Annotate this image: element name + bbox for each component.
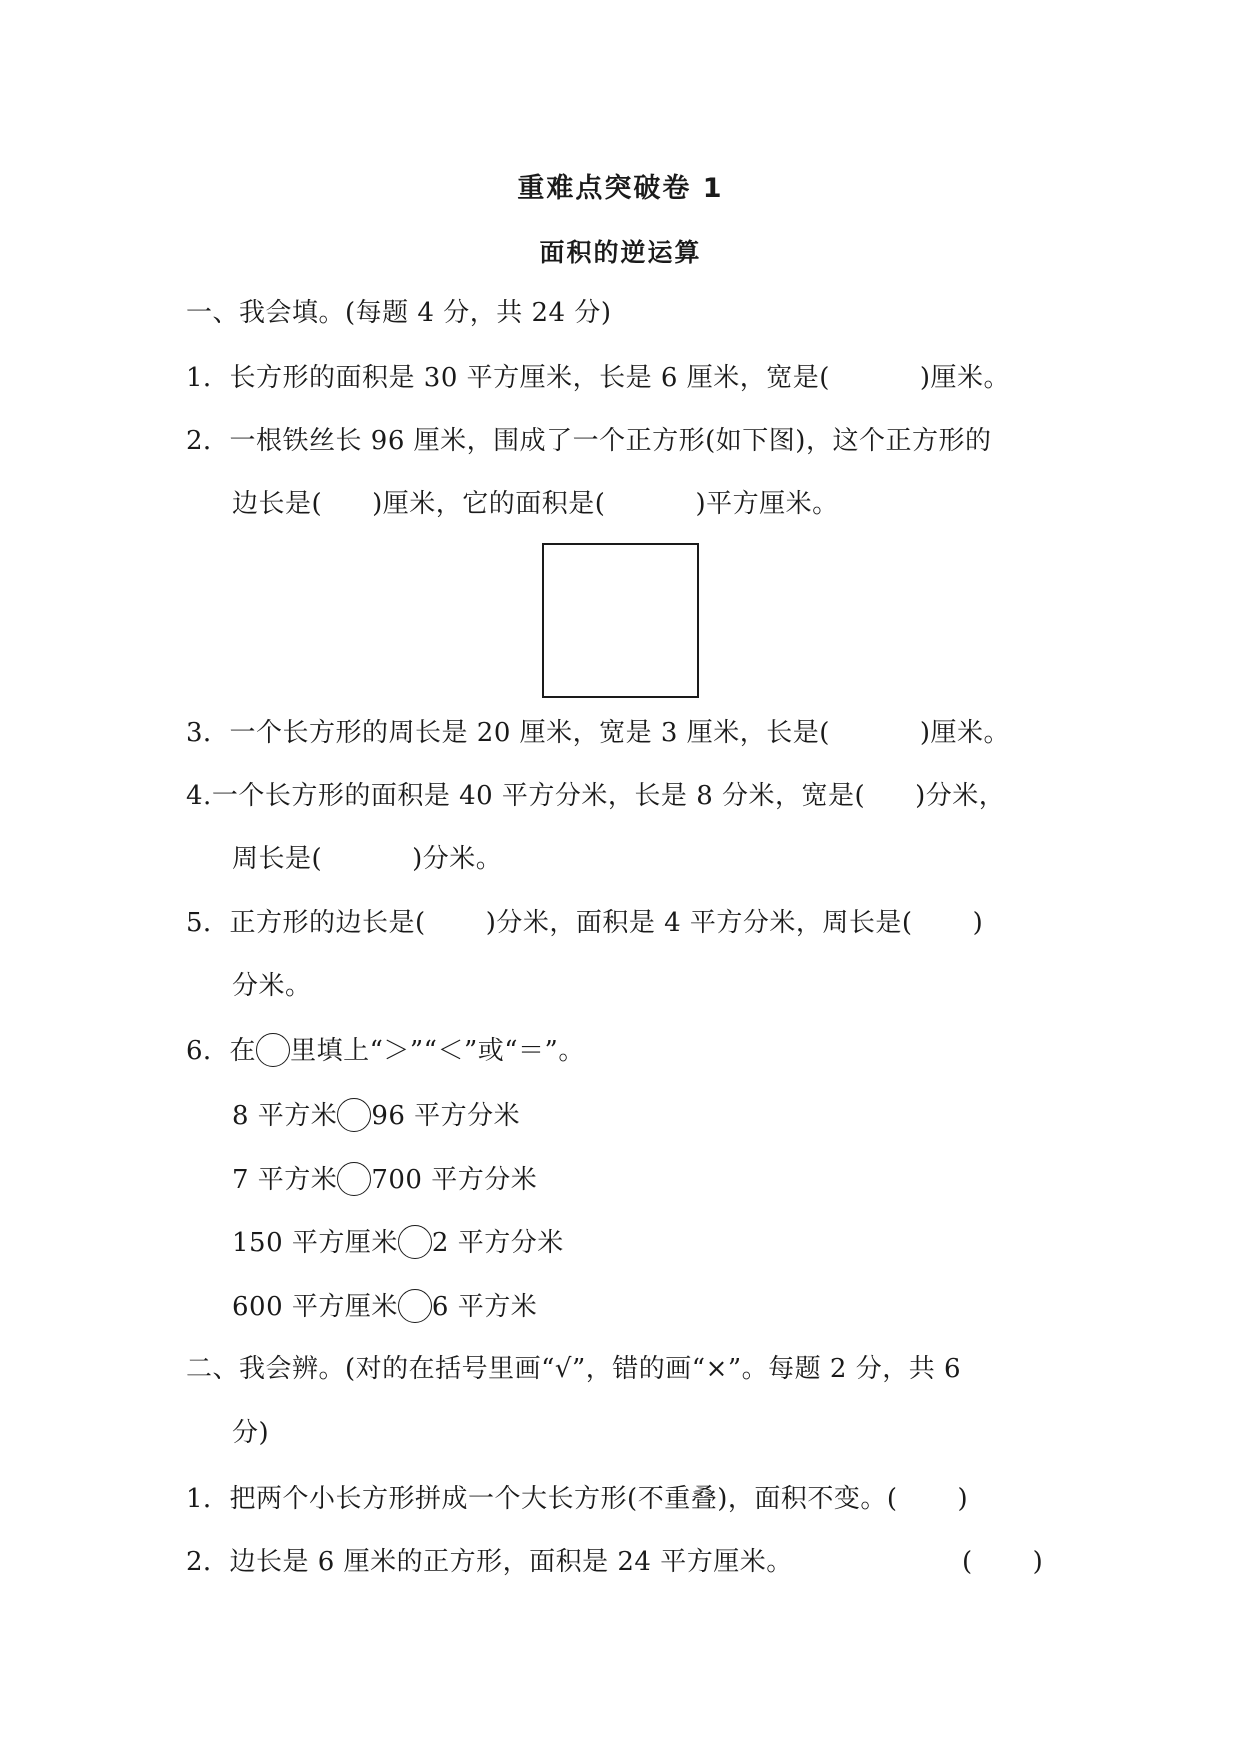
question-1-6 [186,1033,585,1068]
compare-circle-input[interactable] [337,1162,371,1196]
question-number: 4. [186,781,212,811]
compare-item [232,1225,564,1260]
section2-heading: 二、我会辨。(对的在括号里画“√”，错的画“×”。每题 2 分，共 6 [186,1354,962,1384]
question-text: 把两个小长方形拼成一个大长方形(不重叠)，面积不变。( [229,1484,898,1514]
page-title: 重难点突破卷 1 [517,173,724,204]
question-text: )平方厘米。 [695,489,839,519]
question-1-5 [186,906,983,940]
question-text: 里填上“＞”“＜”或“＝”。 [290,1036,585,1066]
question-text-end: )厘米。 [919,718,1011,748]
question-number: 2． [186,426,230,456]
question-text-end: )厘米。 [919,363,1011,393]
question-number: 3． [186,718,230,748]
question-number: 1． [186,363,230,393]
question-text: 一个长方形的周长是 20 厘米，宽是 3 厘米，长是( [229,718,830,748]
compare-left: 600 平方厘米 [232,1292,398,1322]
compare-item [232,1098,520,1133]
compare-item [232,1289,537,1324]
question-text: 边长是( [232,489,323,519]
question-1-1 [186,361,1010,395]
question-text: )厘米，它的面积是( [372,489,606,519]
question-text: 长方形的面积是 30 平方厘米，长是 6 厘米，宽是( [229,363,830,393]
question-number: 2． [186,1547,230,1577]
compare-left: 8 平方米 [232,1101,338,1131]
compare-left: 150 平方厘米 [232,1228,398,1258]
question-2-2 [186,1545,793,1579]
compare-right: 96 平方分米 [371,1101,521,1131]
circle-icon [256,1033,290,1067]
compare-circle-input[interactable] [398,1289,432,1323]
question-text: ) [972,908,984,938]
compare-right: 6 平方米 [431,1292,538,1322]
question-text: )分米， [915,781,1006,811]
question-number: 1． [186,1484,230,1514]
question-1-2 [186,424,991,458]
question-number: 6． [186,1036,230,1066]
compare-left: 7 平方米 [232,1165,338,1195]
question-2-2-paren [962,1545,1043,1579]
section1-heading: 一、我会填。(每题 4 分，共 24 分) [186,298,612,328]
question-text: 边长是 6 厘米的正方形，面积是 24 平方厘米。 [229,1547,793,1577]
question-text: )分米。 [412,844,503,874]
question-2-1 [186,1482,968,1516]
page-subtitle: 面积的逆运算 [539,238,702,267]
question-number: 5． [186,908,230,938]
question-1-4-cont [232,842,502,876]
question-1-5-cont: 分米。 [232,971,312,1001]
paren-close: ) [1032,1547,1044,1577]
compare-circle-input[interactable] [398,1225,432,1259]
question-text: )分米，面积是 4 平方分米，周长是( [485,908,913,938]
question-1-2-cont [232,487,839,521]
compare-circle-input[interactable] [337,1098,371,1132]
compare-right: 700 平方分米 [371,1165,538,1195]
question-text: 在 [229,1036,257,1066]
question-text: 一个长方形的面积是 40 平方分米，长是 8 分米，宽是( [211,781,866,811]
question-text-end: ) [957,1484,969,1514]
square-figure [542,543,699,698]
compare-item [232,1162,537,1197]
question-text: 周长是( [232,844,323,874]
question-1-3 [186,716,1010,750]
question-text: 一根铁丝长 96 厘米，围成了一个正方形(如下图)，这个正方形的 [229,426,992,456]
question-1-4 [186,779,1005,813]
question-text: 正方形的边长是( [229,908,426,938]
paren-open: ( [962,1547,973,1577]
section2-heading-cont: 分) [232,1418,270,1448]
compare-right: 2 平方分米 [431,1228,564,1258]
